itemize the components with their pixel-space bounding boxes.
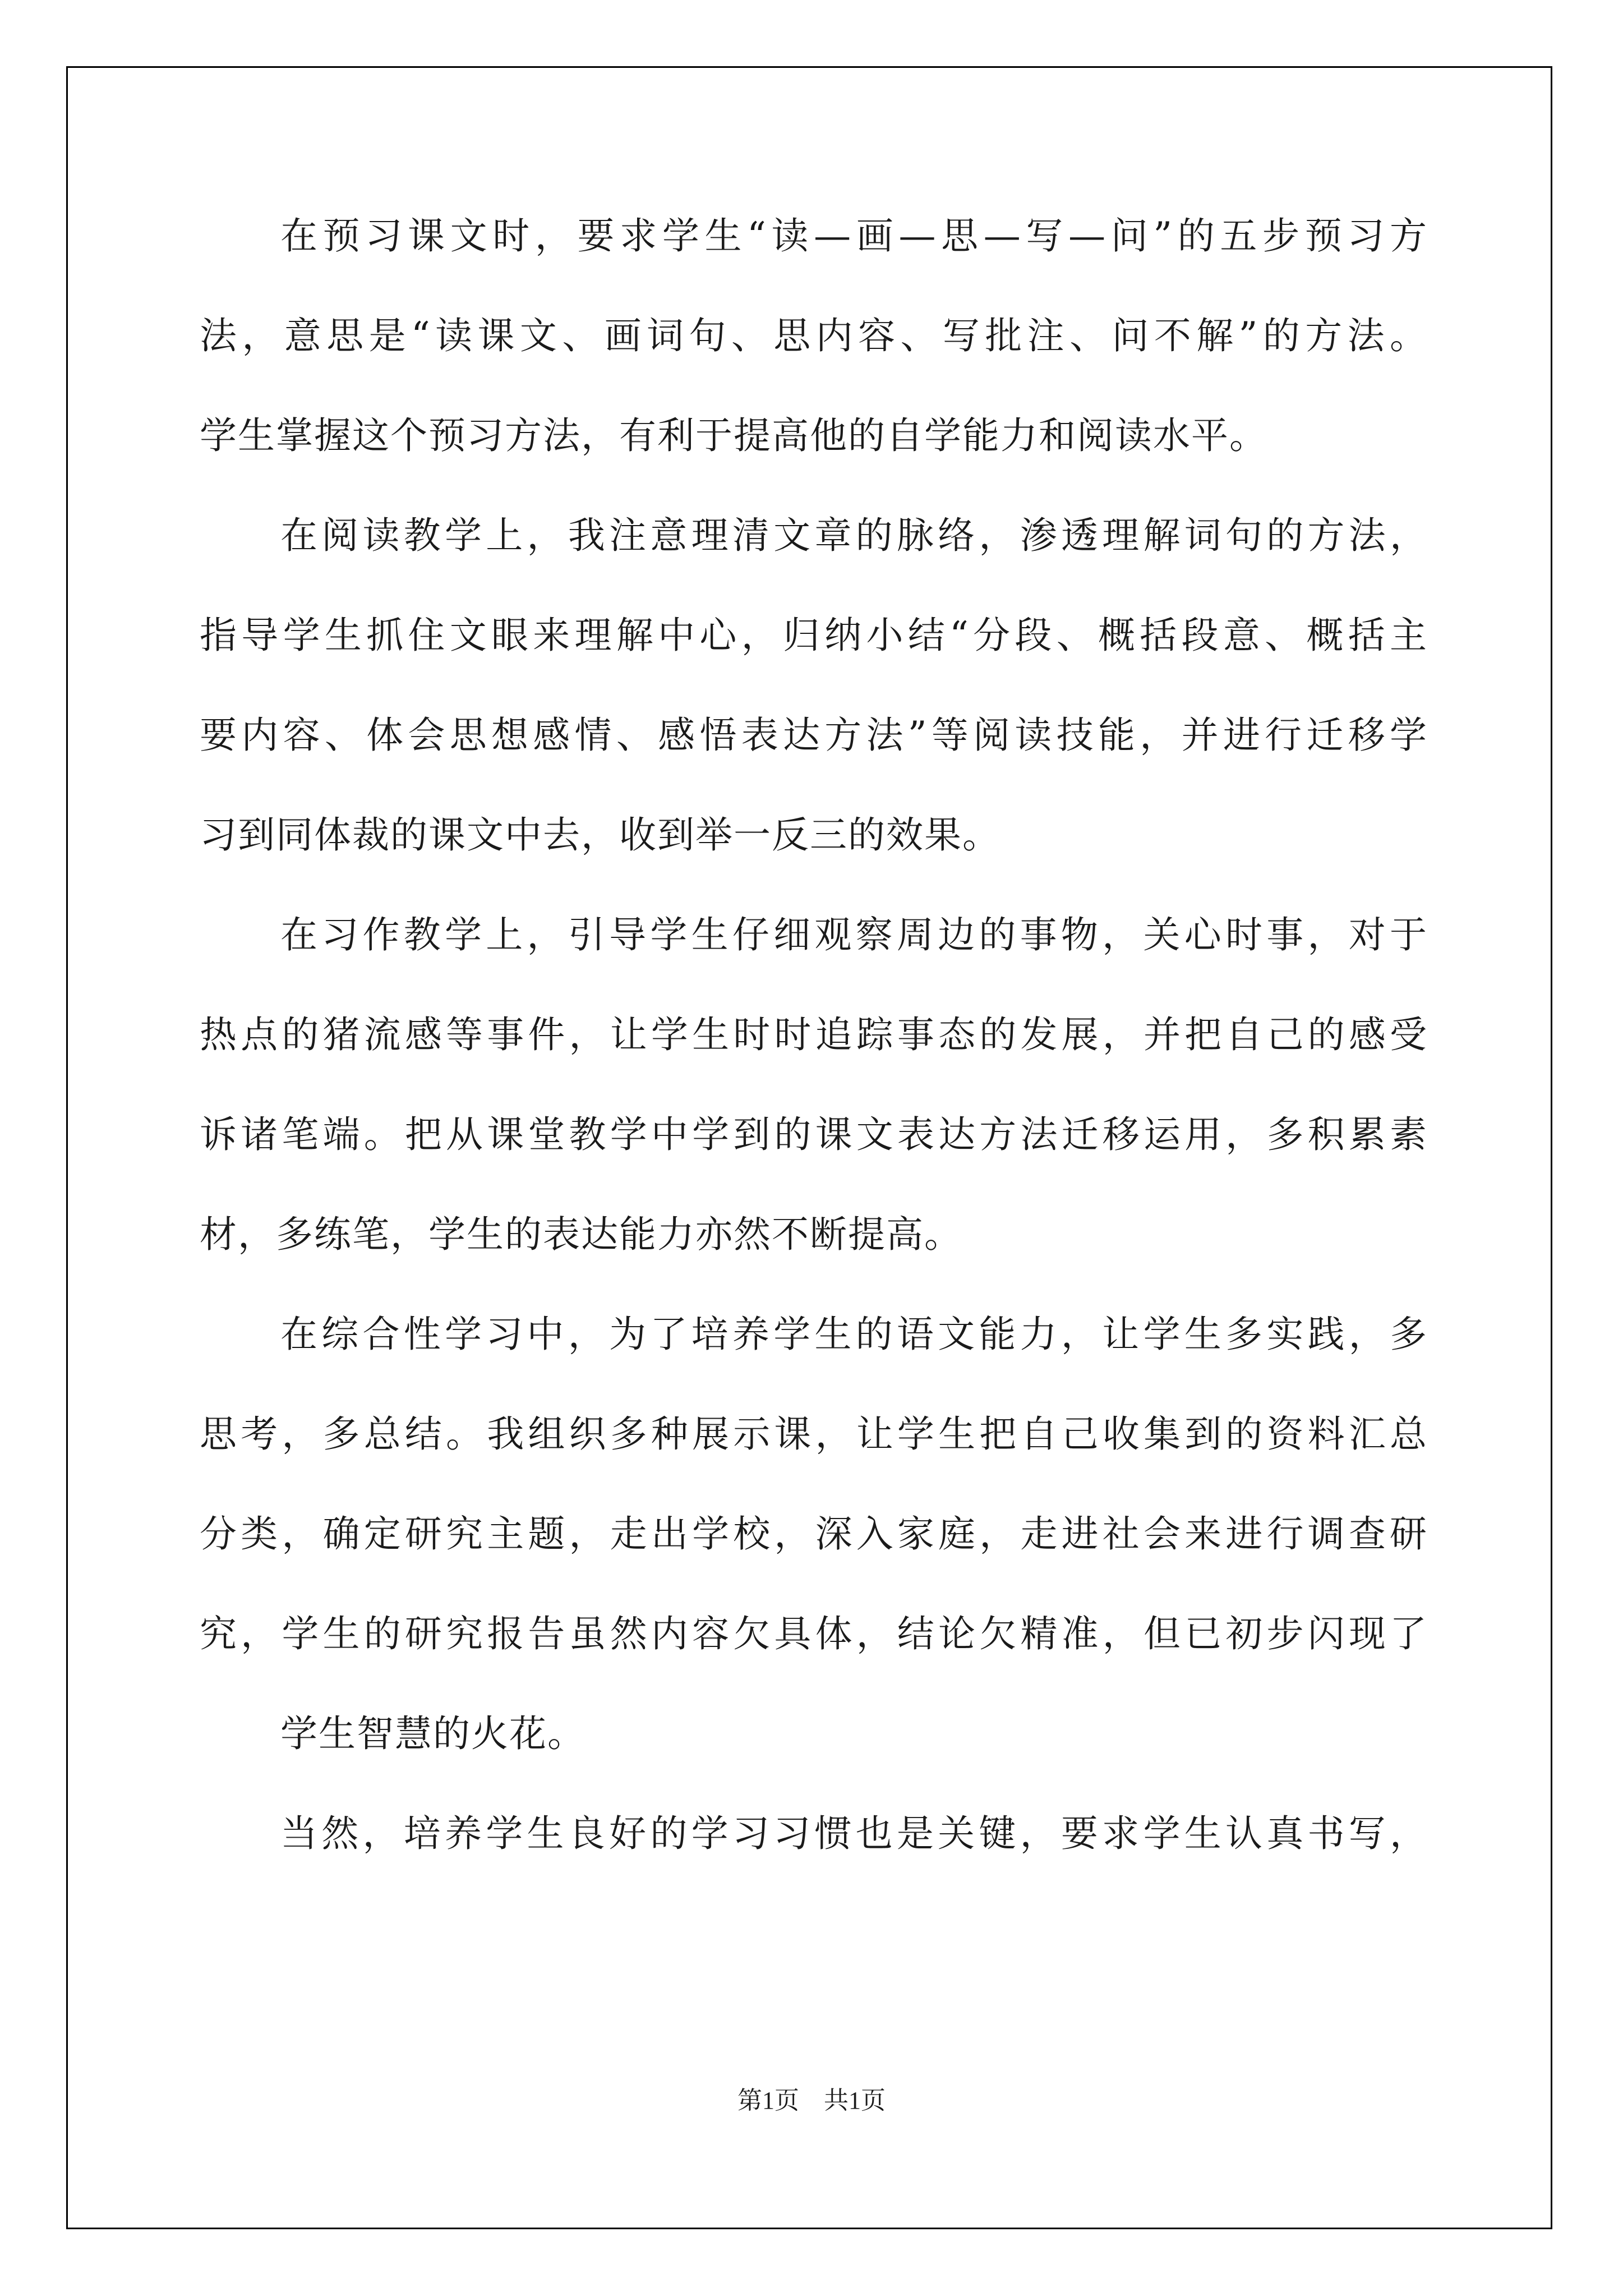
text-line: 热点的猪流感等事件，让学生时时追踪事态的发展，并把自己的感受 — [200, 1013, 1428, 1056]
text-line: 习到同体裁的课文中去，收到举一反三的效果。 — [200, 813, 1000, 857]
text-line: 究，学生的研究报告虽然内容欠具体，结论欠精准，但已初步闪现了 — [200, 1612, 1428, 1655]
text-line: 在习作教学上，引导学生仔细观察周边的事物，关心时事，对于 — [280, 913, 1428, 956]
text-line: 在预习课文时，要求学生“读—画—思—写—问”的五步预习方 — [280, 214, 1428, 257]
text-line: 当然，培养学生良好的学习习惯也是关键，要求学生认真书写， — [280, 1812, 1428, 1855]
text-line: 思考，多总结。我组织多种展示课，让学生把自己收集到的资料汇总 — [200, 1412, 1428, 1456]
text-line: 在综合性学习中，为了培养学生的语文能力，让学生多实践，多 — [280, 1313, 1428, 1356]
text-line: 指导学生抓住文眼来理解中心，归纳小结“分段、概括段意、概括主 — [200, 614, 1428, 657]
text-line: 要内容、体会思想感情、感悟表达方法”等阅读技能，并进行迁移学 — [200, 714, 1428, 757]
page-number-footer: 第1页 共1页 — [737, 2087, 886, 2114]
text-line: 学生智慧的火花。 — [280, 1712, 585, 1755]
text-line: 法，意思是“读课文、画词句、思内容、写批注、问不解”的方法。 — [200, 314, 1428, 357]
text-line: 在阅读教学上，我注意理清文章的脉络，渗透理解词句的方法， — [280, 514, 1428, 557]
text-line: 分类，确定研究主题，走出学校，深入家庭，走进社会来进行调查研 — [200, 1512, 1428, 1556]
text-line: 材，多练笔，学生的表达能力亦然不断提高。 — [200, 1213, 962, 1256]
text-line: 诉诸笔端。把从课堂教学中学到的课文表达方法迁移运用，多积累素 — [200, 1113, 1428, 1156]
text-line: 学生掌握这个预习方法，有利于提高他的自学能力和阅读水平。 — [200, 414, 1267, 457]
